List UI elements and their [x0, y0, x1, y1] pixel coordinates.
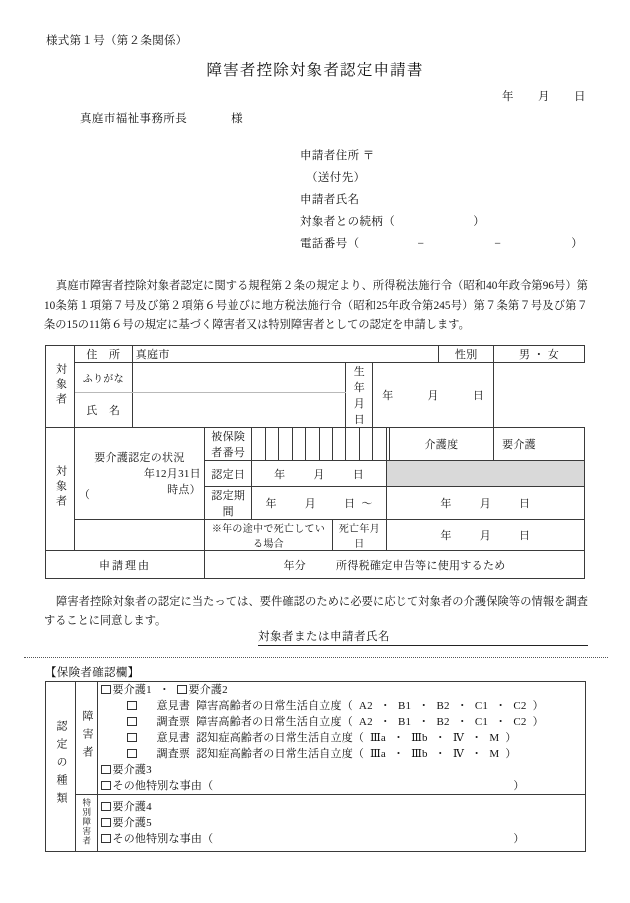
table-row-name [46, 392, 585, 427]
reason-text: 所得税確定申告等に使用するため [336, 559, 506, 572]
insurer-row-special-disabled [46, 795, 586, 852]
application-reason-value[interactable] [204, 551, 584, 579]
insurer-confirmation-table [45, 681, 586, 852]
special-disabled-vertical-label: 特別障害者 [81, 797, 92, 846]
option-c1-2[interactable]: C1 [474, 716, 489, 728]
name-label: 氏 名 [74, 392, 132, 427]
applicant-name-row[interactable] [300, 189, 583, 211]
subject-vertical-label-cell-2 [46, 428, 75, 551]
applicant-phone-row[interactable] [300, 233, 583, 255]
date-year-label: 年 [502, 91, 514, 103]
sending-address-label: （送付先） [306, 172, 366, 184]
option-3b-2[interactable]: Ⅲb [411, 748, 428, 760]
certification-period-label: 認定期間 [204, 487, 251, 520]
insured-number-cell-1[interactable] [252, 428, 265, 461]
option-m-1[interactable]: M [489, 732, 500, 744]
legal-basis-paragraph [44, 277, 588, 336]
form-number: 様式第１号（第２条関係） [46, 35, 188, 47]
certification-date-field[interactable] [252, 461, 386, 487]
insured-number-cell-6[interactable] [319, 428, 332, 461]
section-divider [24, 657, 608, 658]
table-row-address [46, 346, 585, 363]
consent-paragraph [44, 593, 588, 631]
application-reason-label: 申請理由 [46, 551, 205, 579]
cert-year-label: 年 [274, 468, 286, 481]
insurer-row-disabled [46, 682, 586, 795]
death-date-label: 死亡年月日 [333, 520, 387, 551]
care-certification-status-cell [74, 428, 204, 520]
insured-number-cell-2[interactable] [265, 428, 278, 461]
scale-dementia-2: 認知症高齢者の日常生活自立度 [196, 748, 353, 760]
period-to-month: 月 [479, 498, 491, 510]
period-to-year: 年 [440, 498, 452, 510]
disabled-person-vertical-label: 障害者 [81, 709, 93, 764]
care-status-point: 時点） [167, 483, 201, 496]
doc-type-survey-2: 調査票 [156, 748, 191, 760]
care2-label: 要介護2 [188, 684, 228, 696]
applicant-name-label: 申請者氏名 [300, 194, 360, 206]
table-row-application-reason [46, 551, 585, 579]
page-title: 障害者控除対象者認定申請書 [206, 62, 424, 79]
checkbox-care4[interactable] [101, 802, 111, 812]
death-day-label: 日 [519, 530, 531, 542]
care1-label: 要介護1 [112, 684, 152, 696]
option-c1-1[interactable]: C1 [474, 700, 489, 712]
checkbox-row-opinion-physical[interactable]: 意見書 障害高齢者の日常生活自立度（ A2 ・ B1 ・ B2 ・ C1 ・ C2 ） [101, 698, 582, 714]
signature-line[interactable] [258, 628, 588, 646]
address-value-field[interactable]: 真庭市 [132, 346, 439, 363]
doc-type-opinion-2: 意見書 [156, 732, 191, 744]
paren-close-4: ） [505, 748, 517, 760]
addressee-name: 真庭市福祉事務所長 [80, 113, 188, 125]
option-c2-1[interactable]: C2 [513, 700, 527, 712]
checkbox-row-care1-care2[interactable] [101, 682, 582, 698]
birth-day-label: 日 [472, 390, 485, 402]
paren-close-1: ） [532, 700, 544, 712]
option-4-2[interactable]: Ⅳ [452, 748, 465, 760]
insured-number-label: 被保険者番号 [204, 428, 251, 461]
care-separator: ・ [158, 684, 171, 696]
checkbox-row-other-reason-special[interactable] [101, 831, 582, 847]
checkbox-row-care5[interactable] [101, 815, 582, 831]
special-disabled-label-cell [76, 795, 98, 852]
checkbox-care3[interactable] [101, 765, 111, 775]
care-level-label: 介護度 [389, 428, 493, 461]
insured-number-cell-10[interactable] [373, 428, 386, 461]
applicant-address-row[interactable] [300, 145, 583, 167]
shaded-blank-cell [386, 461, 584, 487]
insured-number-cell-5[interactable] [306, 428, 319, 461]
checkbox-other-reason-special[interactable] [101, 834, 111, 844]
phone-label: 電話番号（ [300, 238, 360, 250]
option-b2-1[interactable]: B2 [436, 700, 450, 712]
option-3a-1[interactable]: Ⅲa [370, 732, 387, 744]
date-day-label: 日 [574, 91, 586, 103]
period-from-year: 年 [265, 498, 277, 510]
furigana-value-field[interactable] [132, 363, 346, 393]
care-status-label: 要介護認定の状況 [94, 451, 185, 464]
period-to-day: 日 [519, 498, 531, 510]
option-m-2[interactable]: M [489, 748, 500, 760]
birth-date-label: 生年月日 [346, 363, 373, 428]
applicant-relation-row[interactable] [300, 211, 583, 233]
other-reason-label-disabled: その他特別な事由（ [112, 780, 214, 792]
scale-dementia-1: 認知症高齢者の日常生活自立度 [196, 732, 353, 744]
checkbox-care1[interactable] [101, 685, 111, 695]
option-a2-2[interactable]: A2 [358, 716, 373, 728]
insured-number-cell-3[interactable] [279, 428, 292, 461]
care-level-value[interactable]: 要介護 [494, 428, 585, 461]
checkbox-row-other-reason-disabled[interactable] [101, 778, 582, 794]
death-note-label: ※年の途中で死亡している場合 [204, 520, 332, 551]
paren-open-3: （ [352, 732, 365, 744]
checkbox-opinion-dementia[interactable] [127, 733, 137, 743]
birth-month-label: 月 [427, 390, 439, 402]
checkbox-row-survey-physical[interactable]: 調査票 障害高齢者の日常生活自立度（ A2 ・ B1 ・ B2 ・ C1 ・ C2 ） [101, 714, 582, 730]
certification-date-label: 認定日 [204, 461, 251, 487]
phone-close-paren: ） [571, 238, 584, 250]
option-a2-1[interactable]: A2 [358, 700, 373, 712]
care-status-date: 年12月31日 [143, 467, 201, 480]
checkbox-row-care4[interactable] [101, 799, 582, 815]
checkbox-row-opinion-dementia[interactable]: 意見書 認知症高齢者の日常生活自立度（ Ⅲa ・ Ⅲb ・ Ⅳ ・ M ） [101, 730, 582, 746]
option-b2-2[interactable]: B2 [436, 716, 450, 728]
checkbox-opinion-physical[interactable] [127, 701, 137, 711]
paren-open-4: （ [352, 748, 365, 760]
addressee-honorific: 様 [231, 113, 244, 125]
addressee [80, 110, 243, 126]
care5-label: 要介護5 [112, 817, 152, 829]
relation-close-paren: ） [473, 216, 486, 228]
phone-dash-2: − [494, 238, 502, 250]
certification-period-to-field[interactable] [386, 487, 584, 520]
name-value-field[interactable] [132, 392, 346, 427]
insurer-section-title: 【保険者確認欄】 [45, 667, 140, 679]
checkbox-row-survey-dementia[interactable]: 調査票 認知症高齢者の日常生活自立度（ Ⅲa ・ Ⅲb ・ Ⅳ ・ M ） [101, 746, 582, 762]
table-row-death-date [46, 520, 585, 551]
option-c2-2[interactable]: C2 [513, 716, 527, 728]
gender-label: 性別 [439, 346, 494, 363]
checkbox-survey-dementia[interactable] [127, 749, 137, 759]
death-month-label: 月 [479, 530, 491, 542]
option-3b-1[interactable]: Ⅲb [411, 732, 428, 744]
subject-vertical-label: 対象者 [54, 362, 67, 408]
doc-type-opinion-1: 意見書 [156, 700, 191, 712]
certification-type-vertical-label: 認定の種類 [55, 720, 67, 810]
other-reason-close-disabled: ） [513, 780, 525, 792]
care-status-open-paren: （ [78, 489, 91, 501]
legal-basis-text: 真庭市障害者控除対象者認定に関する規程第２条の規定より、所得税法施行令（昭和40年政令第96号）第10条第１項第７号及び第２項第６号並びに地方税法施行令（昭和25年政令第245号）第７条第７号及び第７条の15の11第６号の規定に基づく障害者又は特別障害者としての認定を申請します。 [44, 280, 588, 331]
table-row-insured-number [46, 428, 585, 461]
submission-date-line [502, 88, 586, 104]
cert-day-label: 日 [352, 468, 365, 481]
insured-number-cell-4[interactable] [292, 428, 305, 461]
consent-text: 障害者控除対象者の認定に当たっては、要件確認のために必要に応じて対象者の介護保険等の情報を調査することに同意します。 [44, 596, 588, 627]
birth-date-field[interactable] [373, 363, 494, 428]
period-tilde: 〜 [361, 498, 373, 510]
care3-label: 要介護3 [112, 764, 152, 776]
relation-label: 対象者との続柄（ [300, 216, 396, 228]
insured-number-cell-9[interactable] [359, 428, 372, 461]
death-date-field[interactable] [386, 520, 584, 551]
subject-vertical-label-2: 対象者 [54, 465, 67, 510]
scale-physical-2: 障害高齢者の日常生活自立度 [196, 716, 342, 728]
cert-month-label: 月 [313, 468, 325, 481]
insured-number-cell-7[interactable] [333, 428, 346, 461]
doc-type-survey-1: 調査票 [156, 716, 191, 728]
furigana-label: ふりがな [74, 363, 132, 393]
gender-options[interactable]: 男 ・ 女 [494, 346, 585, 363]
other-reason-close-special: ） [513, 833, 525, 845]
table-row-furigana [46, 363, 585, 393]
subject-information-table [45, 345, 585, 579]
signature-label: 対象者または申請者氏名 [258, 631, 390, 643]
applicant-block [300, 145, 583, 255]
period-from-day: 日 [344, 498, 356, 510]
option-4-1[interactable]: Ⅳ [452, 732, 465, 744]
reason-year-label: 年分 [283, 559, 307, 572]
checkbox-other-reason-disabled[interactable] [101, 781, 111, 791]
date-month-label: 月 [538, 91, 550, 103]
address-label: 住 所 [74, 346, 132, 363]
birth-year-label: 年 [382, 390, 394, 402]
paren-close-2: ） [532, 716, 544, 728]
care4-label: 要介護4 [112, 801, 152, 813]
paren-open-2: （ [341, 716, 353, 728]
disabled-person-label-cell [76, 682, 98, 795]
death-year-label: 年 [440, 530, 452, 542]
applicant-address-label: 申請者住所 〒 [300, 150, 375, 162]
option-b1-1[interactable]: B1 [397, 700, 412, 712]
checkbox-care2[interactable] [177, 685, 187, 695]
certification-period-from-field[interactable] [252, 487, 386, 520]
paren-open-1: （ [341, 700, 353, 712]
phone-dash-1: − [417, 238, 425, 250]
checkbox-care5[interactable] [101, 818, 111, 828]
certification-type-label-cell [46, 682, 76, 852]
special-disabled-checkbox-area [98, 795, 586, 852]
checkbox-survey-physical[interactable] [127, 717, 137, 727]
option-b1-2[interactable]: B1 [397, 716, 412, 728]
other-reason-label-special: その他特別な事由（ [112, 833, 214, 845]
applicant-sending-address-row[interactable] [300, 167, 583, 189]
disabled-checkbox-area [98, 682, 586, 795]
insured-number-cell-8[interactable] [346, 428, 359, 461]
paren-close-3: ） [505, 732, 517, 744]
option-3a-2[interactable]: Ⅲa [370, 748, 387, 760]
subject-vertical-label-cell [46, 346, 75, 428]
period-from-month: 月 [304, 498, 317, 510]
scale-physical-1: 障害高齢者の日常生活自立度 [196, 700, 342, 712]
checkbox-row-care3[interactable] [101, 762, 582, 778]
